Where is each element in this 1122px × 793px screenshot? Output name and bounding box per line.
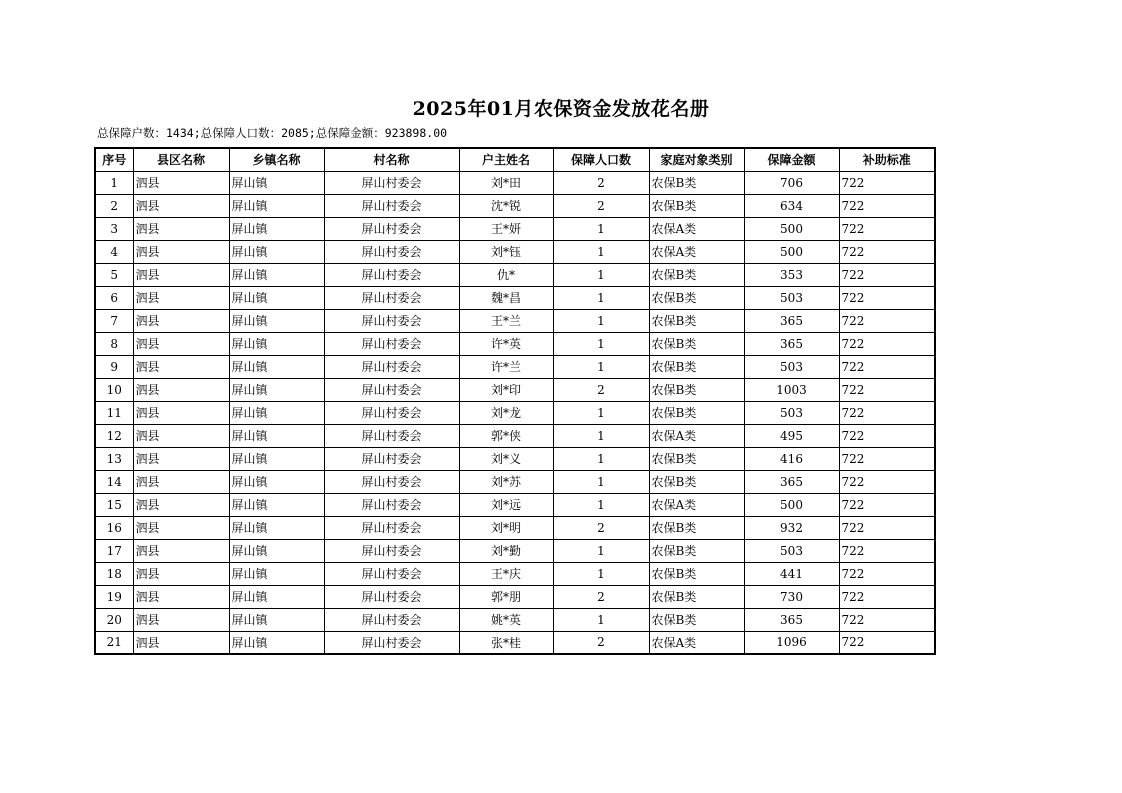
cell-category: 农保B类 xyxy=(649,562,744,585)
cell-village: 屏山村委会 xyxy=(324,332,459,355)
table-row xyxy=(95,585,935,608)
cell-village: 屏山村委会 xyxy=(324,447,459,470)
cell-category: 农保B类 xyxy=(649,608,744,631)
cell-village: 屏山村委会 xyxy=(324,470,459,493)
cell-amount: 1096 xyxy=(744,631,839,654)
table-row xyxy=(95,447,935,470)
col-header-town: 乡镇名称 xyxy=(229,148,324,171)
cell-covered-people: 1 xyxy=(553,447,649,470)
cell-category: 农保B类 xyxy=(649,539,744,562)
cell-index: 6 xyxy=(95,286,133,309)
cell-county: 泗县 xyxy=(133,286,229,309)
cell-category: 农保A类 xyxy=(649,217,744,240)
cell-town: 屏山镇 xyxy=(229,217,324,240)
cell-standard: 722 xyxy=(839,493,935,516)
cell-village: 屏山村委会 xyxy=(324,286,459,309)
cell-village: 屏山村委会 xyxy=(324,608,459,631)
cell-village: 屏山村委会 xyxy=(324,562,459,585)
cell-town: 屏山镇 xyxy=(229,378,324,401)
cell-county: 泗县 xyxy=(133,240,229,263)
cell-category: 农保B类 xyxy=(649,332,744,355)
header-row xyxy=(95,148,935,171)
cell-standard: 722 xyxy=(839,562,935,585)
cell-index: 20 xyxy=(95,608,133,631)
cell-amount: 441 xyxy=(744,562,839,585)
cell-standard: 722 xyxy=(839,631,935,654)
cell-amount: 365 xyxy=(744,608,839,631)
cell-index: 3 xyxy=(95,217,133,240)
cell-householder: 刘*勤 xyxy=(459,539,553,562)
cell-amount: 500 xyxy=(744,493,839,516)
roster-table xyxy=(94,147,936,655)
table-row xyxy=(95,631,935,654)
cell-category: 农保B类 xyxy=(649,263,744,286)
cell-index: 7 xyxy=(95,309,133,332)
cell-county: 泗县 xyxy=(133,378,229,401)
cell-index: 18 xyxy=(95,562,133,585)
cell-amount: 932 xyxy=(744,516,839,539)
cell-amount: 495 xyxy=(744,424,839,447)
table-row xyxy=(95,562,935,585)
cell-standard: 722 xyxy=(839,332,935,355)
cell-town: 屏山镇 xyxy=(229,286,324,309)
cell-covered-people: 1 xyxy=(553,424,649,447)
cell-amount: 365 xyxy=(744,332,839,355)
cell-town: 屏山镇 xyxy=(229,516,324,539)
table-row xyxy=(95,470,935,493)
cell-covered-people: 2 xyxy=(553,194,649,217)
table-row xyxy=(95,309,935,332)
document-title: 2025年01月农保资金发放花名册 xyxy=(412,98,710,120)
cell-county: 泗县 xyxy=(133,631,229,654)
cell-standard: 722 xyxy=(839,585,935,608)
cell-county: 泗县 xyxy=(133,309,229,332)
cell-county: 泗县 xyxy=(133,355,229,378)
cell-county: 泗县 xyxy=(133,493,229,516)
cell-amount: 503 xyxy=(744,401,839,424)
cell-village: 屏山村委会 xyxy=(324,309,459,332)
cell-covered-people: 1 xyxy=(553,332,649,355)
cell-town: 屏山镇 xyxy=(229,631,324,654)
cell-town: 屏山镇 xyxy=(229,263,324,286)
cell-village: 屏山村委会 xyxy=(324,539,459,562)
summary-line: 总保障户数：1434;总保障人口数：2085;总保障金额：923898.00 xyxy=(97,126,448,140)
cell-index: 10 xyxy=(95,378,133,401)
cell-town: 屏山镇 xyxy=(229,447,324,470)
cell-county: 泗县 xyxy=(133,470,229,493)
cell-town: 屏山镇 xyxy=(229,309,324,332)
cell-index: 21 xyxy=(95,631,133,654)
table-row xyxy=(95,424,935,447)
cell-householder: 王*庆 xyxy=(459,562,553,585)
cell-covered-people: 2 xyxy=(553,631,649,654)
cell-covered-people: 2 xyxy=(553,585,649,608)
cell-county: 泗县 xyxy=(133,608,229,631)
cell-category: 农保A类 xyxy=(649,631,744,654)
cell-village: 屏山村委会 xyxy=(324,263,459,286)
cell-village: 屏山村委会 xyxy=(324,355,459,378)
cell-amount: 634 xyxy=(744,194,839,217)
cell-covered-people: 2 xyxy=(553,378,649,401)
cell-covered-people: 1 xyxy=(553,286,649,309)
cell-standard: 722 xyxy=(839,194,935,217)
cell-covered-people: 2 xyxy=(553,516,649,539)
cell-standard: 722 xyxy=(839,516,935,539)
cell-village: 屏山村委会 xyxy=(324,401,459,424)
cell-town: 屏山镇 xyxy=(229,424,324,447)
cell-index: 8 xyxy=(95,332,133,355)
table-row xyxy=(95,332,935,355)
cell-amount: 1003 xyxy=(744,378,839,401)
cell-householder: 王*妍 xyxy=(459,217,553,240)
cell-category: 农保B类 xyxy=(649,447,744,470)
cell-category: 农保B类 xyxy=(649,378,744,401)
table-row xyxy=(95,401,935,424)
cell-standard: 722 xyxy=(839,263,935,286)
col-header-county: 县区名称 xyxy=(133,148,229,171)
table-row xyxy=(95,263,935,286)
table-row xyxy=(95,378,935,401)
cell-householder: 许*兰 xyxy=(459,355,553,378)
cell-index: 12 xyxy=(95,424,133,447)
cell-amount: 365 xyxy=(744,470,839,493)
cell-town: 屏山镇 xyxy=(229,470,324,493)
cell-amount: 503 xyxy=(744,355,839,378)
col-header-village: 村名称 xyxy=(324,148,459,171)
cell-county: 泗县 xyxy=(133,401,229,424)
cell-category: 农保B类 xyxy=(649,286,744,309)
cell-covered-people: 1 xyxy=(553,493,649,516)
cell-county: 泗县 xyxy=(133,332,229,355)
cell-amount: 500 xyxy=(744,240,839,263)
cell-standard: 722 xyxy=(839,171,935,194)
cell-standard: 722 xyxy=(839,470,935,493)
table-row xyxy=(95,171,935,194)
cell-category: 农保B类 xyxy=(649,470,744,493)
cell-index: 16 xyxy=(95,516,133,539)
cell-town: 屏山镇 xyxy=(229,585,324,608)
cell-index: 4 xyxy=(95,240,133,263)
cell-village: 屏山村委会 xyxy=(324,631,459,654)
cell-town: 屏山镇 xyxy=(229,355,324,378)
cell-householder: 刘*义 xyxy=(459,447,553,470)
cell-standard: 722 xyxy=(839,539,935,562)
table-row xyxy=(95,286,935,309)
cell-standard: 722 xyxy=(839,240,935,263)
col-header-standard: 补助标准 xyxy=(839,148,935,171)
cell-county: 泗县 xyxy=(133,424,229,447)
cell-householder: 沈*锐 xyxy=(459,194,553,217)
cell-amount: 706 xyxy=(744,171,839,194)
cell-index: 1 xyxy=(95,171,133,194)
cell-village: 屏山村委会 xyxy=(324,493,459,516)
cell-town: 屏山镇 xyxy=(229,194,324,217)
cell-standard: 722 xyxy=(839,424,935,447)
cell-householder: 仇* xyxy=(459,263,553,286)
table-row xyxy=(95,516,935,539)
cell-standard: 722 xyxy=(839,608,935,631)
cell-county: 泗县 xyxy=(133,447,229,470)
table-row xyxy=(95,493,935,516)
table-row xyxy=(95,194,935,217)
cell-town: 屏山镇 xyxy=(229,332,324,355)
cell-index: 14 xyxy=(95,470,133,493)
cell-village: 屏山村委会 xyxy=(324,424,459,447)
cell-index: 5 xyxy=(95,263,133,286)
cell-category: 农保B类 xyxy=(649,194,744,217)
col-header-householder: 户主姓名 xyxy=(459,148,553,171)
cell-householder: 郭*侠 xyxy=(459,424,553,447)
cell-householder: 张*桂 xyxy=(459,631,553,654)
cell-householder: 魏*昌 xyxy=(459,286,553,309)
cell-covered-people: 2 xyxy=(553,171,649,194)
cell-village: 屏山村委会 xyxy=(324,378,459,401)
cell-amount: 365 xyxy=(744,309,839,332)
cell-amount: 416 xyxy=(744,447,839,470)
cell-standard: 722 xyxy=(839,378,935,401)
cell-householder: 许*英 xyxy=(459,332,553,355)
cell-householder: 刘*印 xyxy=(459,378,553,401)
cell-county: 泗县 xyxy=(133,217,229,240)
cell-index: 13 xyxy=(95,447,133,470)
cell-householder: 刘*田 xyxy=(459,171,553,194)
cell-village: 屏山村委会 xyxy=(324,585,459,608)
cell-covered-people: 1 xyxy=(553,539,649,562)
cell-county: 泗县 xyxy=(133,539,229,562)
cell-town: 屏山镇 xyxy=(229,562,324,585)
cell-covered-people: 1 xyxy=(553,355,649,378)
table-row xyxy=(95,217,935,240)
cell-standard: 722 xyxy=(839,447,935,470)
cell-householder: 郭*朋 xyxy=(459,585,553,608)
cell-householder: 刘*明 xyxy=(459,516,553,539)
cell-householder: 刘*龙 xyxy=(459,401,553,424)
table-row xyxy=(95,539,935,562)
cell-householder: 姚*英 xyxy=(459,608,553,631)
col-header-covered-people: 保障人口数 xyxy=(553,148,649,171)
col-header-index: 序号 xyxy=(95,148,133,171)
table-row xyxy=(95,608,935,631)
cell-standard: 722 xyxy=(839,309,935,332)
cell-householder: 王*兰 xyxy=(459,309,553,332)
cell-covered-people: 1 xyxy=(553,470,649,493)
cell-category: 农保B类 xyxy=(649,401,744,424)
cell-covered-people: 1 xyxy=(553,608,649,631)
cell-covered-people: 1 xyxy=(553,217,649,240)
cell-category: 农保A类 xyxy=(649,240,744,263)
cell-county: 泗县 xyxy=(133,171,229,194)
cell-county: 泗县 xyxy=(133,585,229,608)
cell-amount: 503 xyxy=(744,539,839,562)
cell-covered-people: 1 xyxy=(553,401,649,424)
cell-town: 屏山镇 xyxy=(229,171,324,194)
cell-town: 屏山镇 xyxy=(229,608,324,631)
cell-amount: 500 xyxy=(744,217,839,240)
cell-index: 2 xyxy=(95,194,133,217)
cell-county: 泗县 xyxy=(133,516,229,539)
cell-covered-people: 1 xyxy=(553,240,649,263)
cell-index: 11 xyxy=(95,401,133,424)
cell-category: 农保B类 xyxy=(649,355,744,378)
cell-county: 泗县 xyxy=(133,263,229,286)
cell-standard: 722 xyxy=(839,401,935,424)
cell-category: 农保B类 xyxy=(649,585,744,608)
cell-county: 泗县 xyxy=(133,562,229,585)
cell-householder: 刘*远 xyxy=(459,493,553,516)
cell-index: 15 xyxy=(95,493,133,516)
table-row xyxy=(95,355,935,378)
cell-town: 屏山镇 xyxy=(229,240,324,263)
roster-body xyxy=(95,171,935,654)
cell-category: 农保A类 xyxy=(649,493,744,516)
cell-village: 屏山村委会 xyxy=(324,171,459,194)
cell-category: 农保B类 xyxy=(649,309,744,332)
cell-covered-people: 1 xyxy=(553,309,649,332)
cell-amount: 353 xyxy=(744,263,839,286)
cell-village: 屏山村委会 xyxy=(324,516,459,539)
cell-index: 17 xyxy=(95,539,133,562)
col-header-amount: 保障金额 xyxy=(744,148,839,171)
cell-householder: 刘*苏 xyxy=(459,470,553,493)
cell-village: 屏山村委会 xyxy=(324,217,459,240)
cell-amount: 503 xyxy=(744,286,839,309)
cell-standard: 722 xyxy=(839,286,935,309)
cell-category: 农保B类 xyxy=(649,516,744,539)
table-row xyxy=(95,240,935,263)
cell-covered-people: 1 xyxy=(553,562,649,585)
cell-town: 屏山镇 xyxy=(229,401,324,424)
cell-town: 屏山镇 xyxy=(229,539,324,562)
cell-category: 农保B类 xyxy=(649,171,744,194)
cell-index: 19 xyxy=(95,585,133,608)
cell-index: 9 xyxy=(95,355,133,378)
cell-standard: 722 xyxy=(839,355,935,378)
cell-amount: 730 xyxy=(744,585,839,608)
cell-town: 屏山镇 xyxy=(229,493,324,516)
cell-village: 屏山村委会 xyxy=(324,194,459,217)
cell-county: 泗县 xyxy=(133,194,229,217)
cell-covered-people: 1 xyxy=(553,263,649,286)
cell-householder: 刘*钰 xyxy=(459,240,553,263)
col-header-category: 家庭对象类别 xyxy=(649,148,744,171)
cell-category: 农保A类 xyxy=(649,424,744,447)
cell-village: 屏山村委会 xyxy=(324,240,459,263)
cell-standard: 722 xyxy=(839,217,935,240)
